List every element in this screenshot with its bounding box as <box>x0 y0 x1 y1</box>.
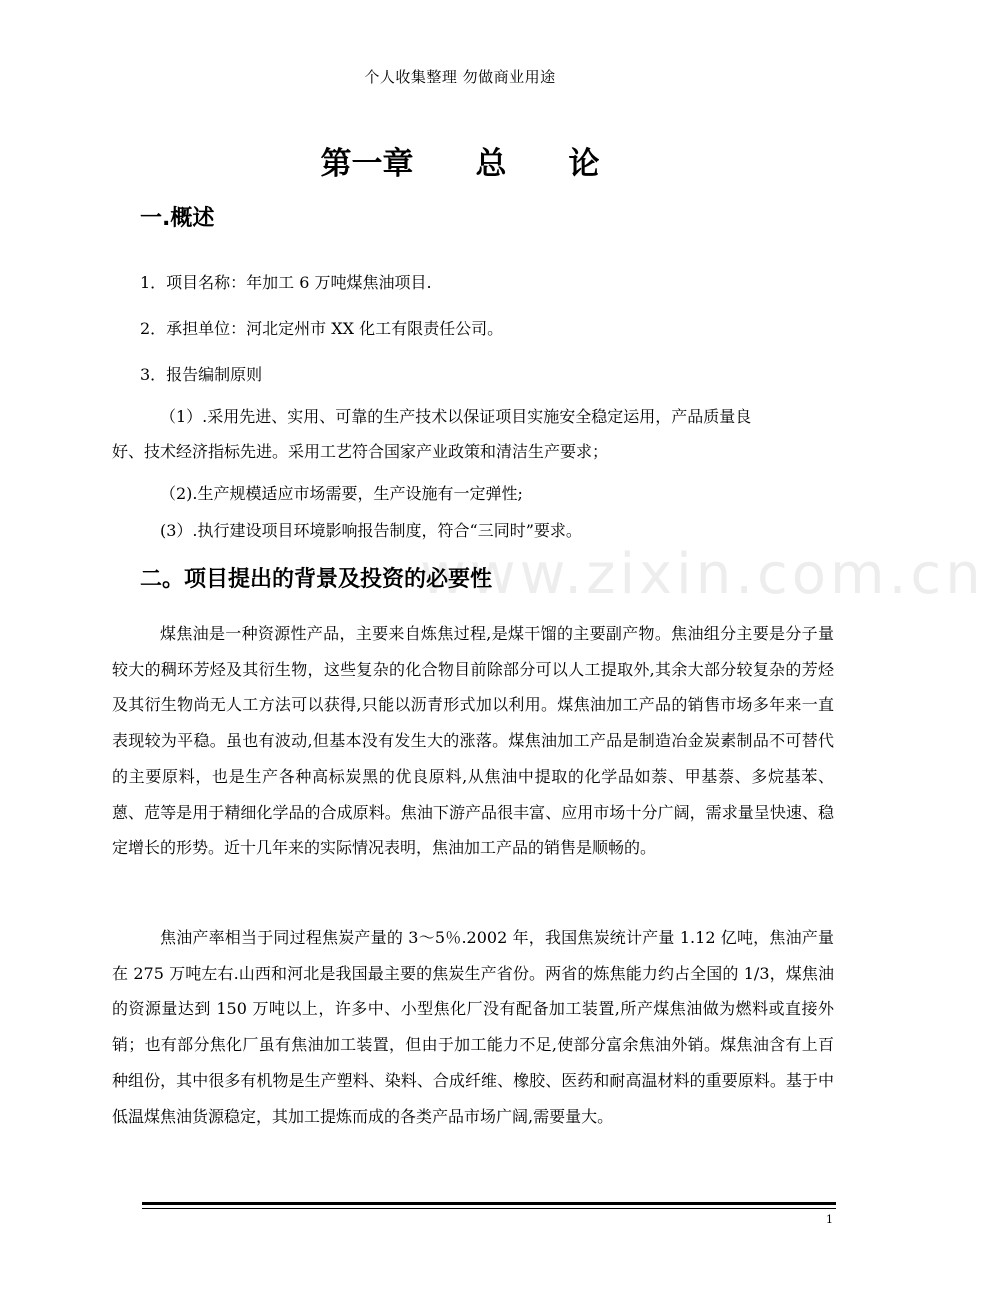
principle-1-line-1: （1）.采用先进、实用、可靠的生产技术以保证项目实施安全稳定运用，产品质量良 <box>160 407 752 426</box>
principle-3: (3）.执行建设项目环境影响报告制度，符合“三同时”要求。 <box>160 521 582 540</box>
section-heading-overview: 一.概述 <box>140 206 215 231</box>
item-undertaking-unit: 2．承担单位：河北定州市 XX 化工有限责任公司。 <box>140 319 504 338</box>
watermark: www.zixin.com.cn <box>420 542 985 607</box>
background-paragraph-1: 煤焦油是一种资源性产品，主要来自炼焦过程,是煤干馏的主要副产物。焦油组分主要是分子量较大的稠环芳烃及其衍生物，这些复杂的化合物目前除部分可以人工提取外,其余大部分较复杂的芳烃及其衍生物尚无人工方法可以获得,只能以沥青形式加以利用。煤焦油加工产品的销售市场多年来一直表现较为平稳。虽也有波动,但基本没有发生大的涨落。煤焦油加工产品是制造冶金炭素制品不可替代的主要原料，也是生产各种高标炭黑的优良原料,从焦油中提取的化学品如萘、甲基萘、多烷基苯、蒽、苊等是用于精细化学品的合成原料。焦油下游产品很丰富、应用市场十分广阔，需求量呈快速、稳定增长的形势。近十几年来的实际情况表明，焦油加工产品的销售是顺畅的。 <box>112 624 834 858</box>
footer-rule-thin <box>142 1208 836 1209</box>
item-report-principles: 3．报告编制原则 <box>140 365 263 384</box>
section-heading-background: 二。项目提出的背景及投资的必要性 <box>140 567 493 592</box>
principle-1-line-2: 好、技术经济指标先进。采用工艺符合国家产业政策和清洁生产要求； <box>112 442 609 461</box>
background-paragraph-2: 焦油产率相当于同过程焦炭产量的 3～5％.2002 年，我国焦炭统计产量 1.12 亿吨，焦油产量在 275 万吨左右.山西和河北是我国最主要的焦炭生产省份。两省的炼焦能力约占全国的 1/3，煤焦油的资源量达到 150 万吨以上，许多中、小型焦化厂没有配备加工装置,所产煤焦油做为燃料或直接外销；也有部分焦化厂虽有焦油加工装置，但由于加工能力不足,使部分富余焦油外销。煤焦油含有上百种组份，其中很多有机物是生产塑料、染料、合成纤维、橡胶、医药和耐高温材料的重要原料。基于中低温煤焦油货源稳定，其加工提炼而成的各类产品市场广阔,需要量大。 <box>112 928 834 1126</box>
principle-2: （2).生产规模适应市场需要，生产设施有一定弹性; <box>160 484 523 503</box>
chapter-number: 第一章 <box>320 146 414 182</box>
chapter-title-char-2: 论 <box>568 146 600 182</box>
header-note: 个人收集整理 勿做商业用途 <box>364 68 556 86</box>
page-number: 1 <box>826 1213 833 1226</box>
item-project-name: 1．项目名称：年加工 6 万吨煤焦油项目. <box>140 273 432 292</box>
chapter-title <box>0 138 920 183</box>
chapter-title-char-1: 总 <box>475 146 507 182</box>
footer-rule <box>142 1202 836 1205</box>
